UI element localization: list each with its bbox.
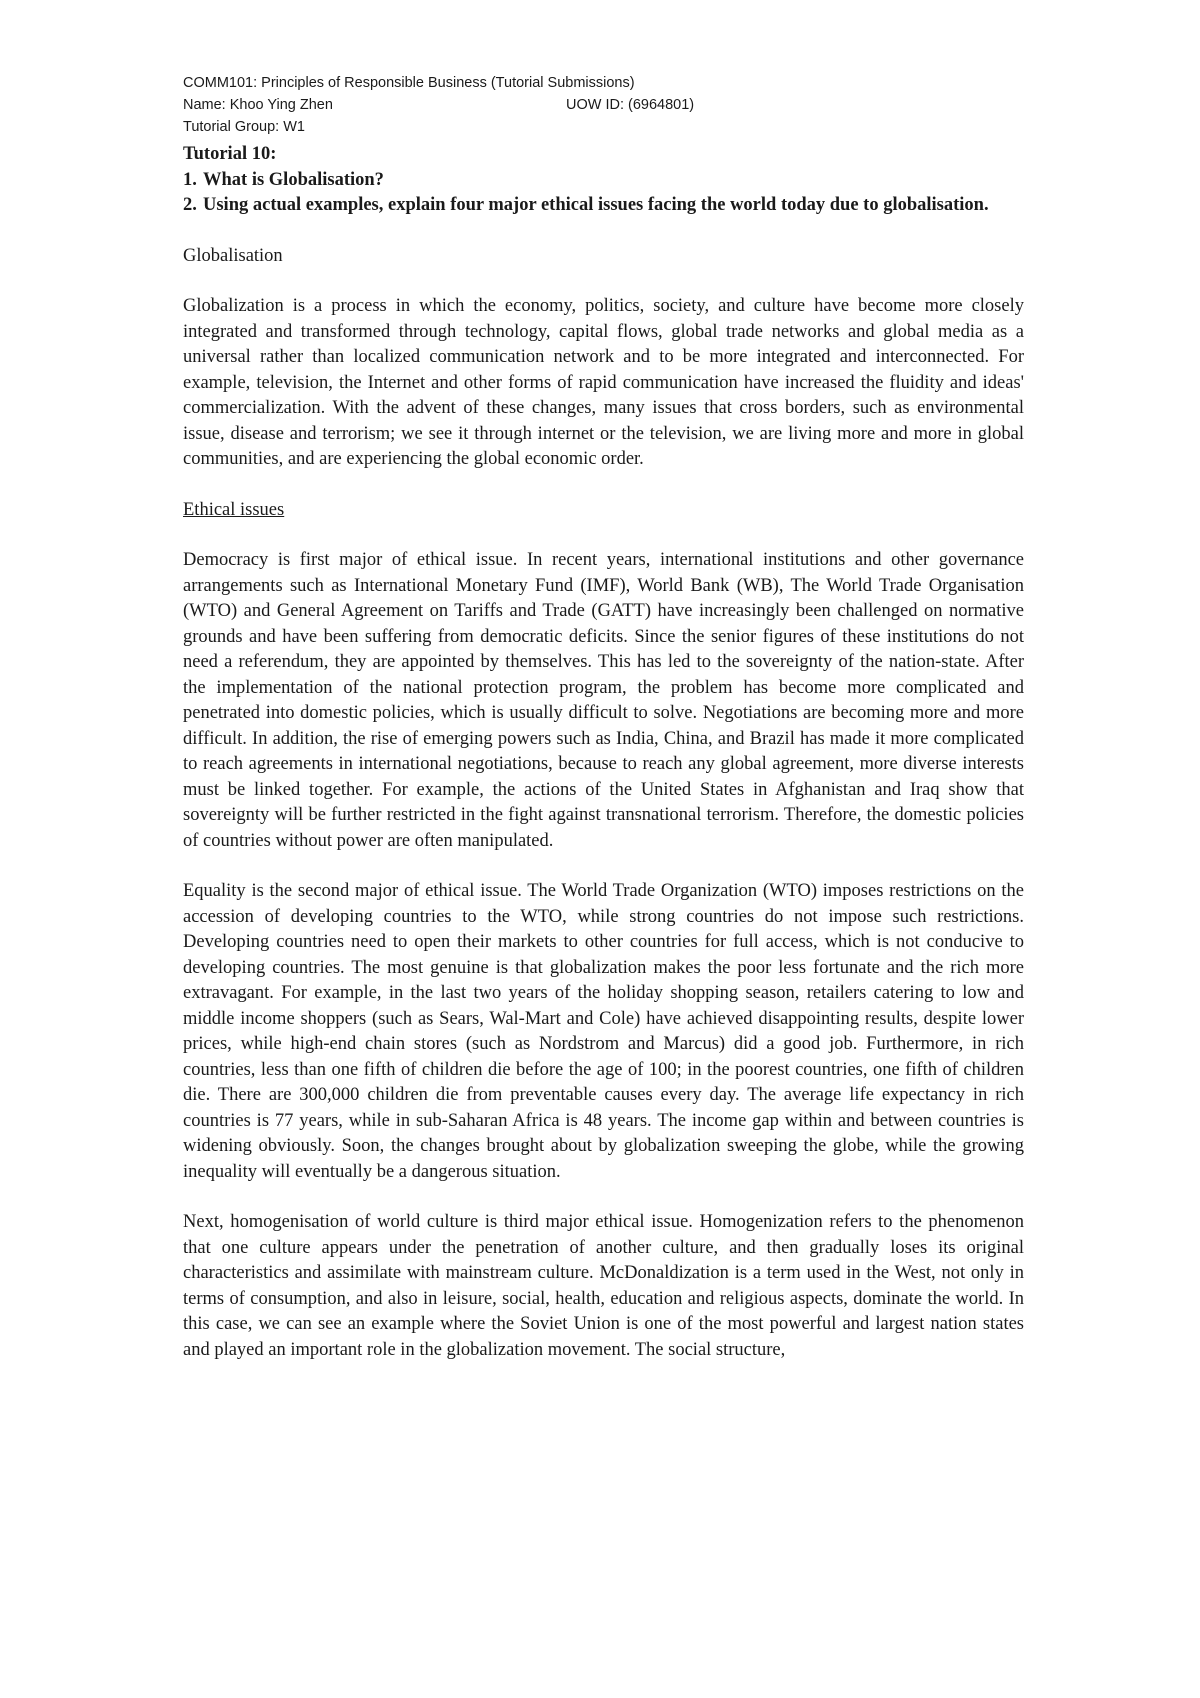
question-list <box>183 168 1024 219</box>
student-name: Name: Khoo Ying Zhen <box>183 97 333 113</box>
question-number: 2. <box>183 195 197 215</box>
name-line <box>183 94 1023 116</box>
globalisation-paragraph: Globalization is a process in which the economy, politics, society, and culture have become more closely integrated and transformed through technology, capital flows, global trade networks and global media as a universal rather than localized communication network and to be more integrated and interconnected. For example, television, the Internet and other forms of rapid communication have increased the fluidity and ideas' commercialization. With the advent of these changes, many issues that cross borders, such as environmental issue, disease and terrorism; we see it through internet or the television, we are living more and more in global communities, and are experiencing the global economic order. <box>183 296 1024 469</box>
question-item <box>183 168 1024 194</box>
tutorial-group: Tutorial Group: W1 <box>183 119 305 135</box>
question-text: Using actual examples, explain four major ethical issues facing the world today due to globalisation. <box>203 195 989 215</box>
question-item <box>183 193 1024 219</box>
course-title: COMM101: Principles of Responsible Business (Tutorial Submissions) <box>183 75 635 91</box>
homogenisation-paragraph: Next, homogenisation of world culture is third major ethical issue. Homogenization refers to the phenomenon that one culture appears under the penetration of another culture, and then gradually loses its original characteristics and assimilate with mainstream culture. McDonaldization is a term used in the West, not only in terms of consumption, and also in leisure, social, health, education and religious aspects, dominate the world. In this case, we can see an example where the Soviet Union is one of the most powerful and largest nation states and played an important role in the globalization movement. The social structure, <box>183 1212 1024 1360</box>
democracy-paragraph: Democracy is first major of ethical issue. In recent years, international institutions and other governance arrangements such as International Monetary Fund (IMF), World Bank (WB), The World Trade Organisation (WTO) and General Agreement on Tariffs and Trade (GATT) have increasingly been challenged on normative grounds and have been suffering from democratic deficits. Since the senior figures of these institutions do not need a referendum, they are appointed by themselves. This has led to the sovereignty of the nation-state. After the implementation of the national protection program, the problem has become more complicated and penetrated into domestic policies, which is usually difficult to solve. Negotiations are becoming more and more difficult. In addition, the rise of emerging powers such as India, China, and Brazil has made it more complicated to reach agreements in international negotiations, because to reach any global agreement, more diverse interests must be linked together. For example, the actions of the United States in Afghanistan and Iraq show that sovereignty will be further restricted in the fight against transnational terrorism. Therefore, the domestic policies of countries without power are often manipulated. <box>183 550 1024 851</box>
globalisation-heading: Globalisation <box>183 245 283 266</box>
document-header <box>183 72 1023 138</box>
tutorial-title: Tutorial 10: <box>183 144 277 164</box>
question-text: What is Globalisation? <box>203 169 384 190</box>
equality-paragraph: Equality is the second major of ethical issue. The World Trade Organization (WTO) imposes restrictions on the accession of developing countries to the WTO, while strong countries do not impose such restrictions. Developing countries need to open their markets to other countries for full access, which is not conducive to developing countries. The most genuine is that globalization makes the poor less fortunate and the rich more extravagant. For example, in the last two years of the holiday shopping season, retailers catering to low and middle income shoppers (such as Sears, Wal-Mart and Cole) have achieved disappointing results, despite lower prices, while high-end chain stores (such as Nordstrom and Marcus) did a good job. Furthermore, in rich countries, less than one fifth of children die before the age of 100; in the poorest countries, one fifth of children die. There are 300,000 children die from preventable causes every day. The average life expectancy in rich countries is 77 years, while in sub-Saharan Africa is 48 years. The income gap within and between countries is widening obviously. Soon, the changes brought about by globalization sweeping the globe, while the growing inequality will eventually be a dangerous situation. <box>183 881 1024 1182</box>
ethical-issues-heading <box>183 498 1024 524</box>
question-number: 1. <box>183 169 197 190</box>
document-body <box>183 142 1024 1363</box>
ethical-issues-heading-text: Ethical issues <box>183 499 285 520</box>
uow-id: UOW ID: (6964801) <box>566 97 695 113</box>
